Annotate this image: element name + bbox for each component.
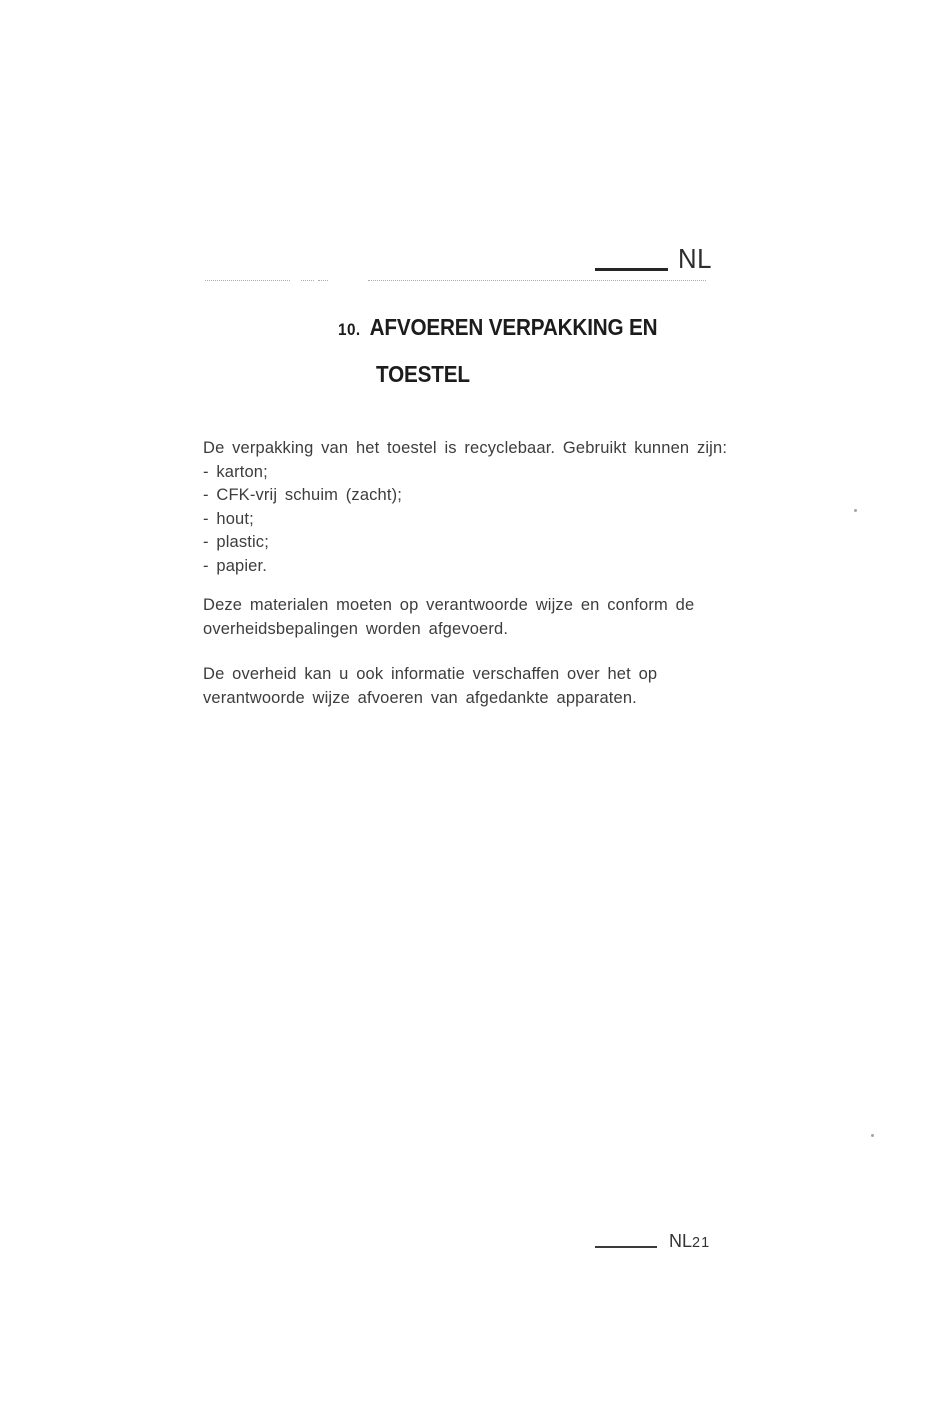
material-item: - CFK-vrij schuim (zacht);	[203, 486, 402, 504]
info-paragraph-line1: De overheid kan u ook informatie verschaffen over het op	[203, 665, 658, 683]
disposal-paragraph-line1: Deze materialen moeten op verantwoorde wijze en conform de	[203, 596, 695, 614]
scan-speck	[871, 1134, 874, 1137]
material-item: - karton;	[203, 462, 268, 481]
footer-language-label: NL	[669, 1231, 693, 1251]
scan-speck	[854, 509, 857, 512]
section-title-line2: TOESTEL	[376, 361, 470, 387]
intro-line: De verpakking van het toestel is recyclebaar. Gebruikt kunnen zijn:	[203, 439, 728, 457]
header-dotted-rule-segment	[318, 280, 328, 281]
section-title-line1: AFVOEREN VERPAKKING EN	[369, 314, 658, 340]
section-heading-line1	[338, 314, 657, 343]
disposal-paragraph	[203, 594, 694, 641]
info-paragraph-line2: verantwoorde wijze afvoeren van afgedankte apparaten.	[203, 688, 637, 707]
header-dotted-rule-segment	[368, 280, 706, 281]
header-dotted-rule-segment	[301, 280, 314, 281]
info-paragraph	[203, 663, 657, 710]
header-language-label: NL	[678, 243, 712, 274]
header-dotted-rule-segment	[205, 280, 290, 281]
footer-rule	[595, 1246, 657, 1248]
material-item: - plastic;	[203, 533, 269, 551]
disposal-paragraph-line2: overheidsbepalingen worden afgevoerd.	[203, 619, 509, 638]
material-item: - papier.	[203, 556, 267, 575]
intro-and-materials-block	[203, 437, 727, 578]
footer-page-label	[669, 1230, 710, 1254]
section-number: 10.	[338, 320, 361, 339]
material-item: - hout;	[203, 509, 254, 528]
footer-page-number: 21	[692, 1235, 711, 1251]
header-rule	[595, 268, 668, 271]
